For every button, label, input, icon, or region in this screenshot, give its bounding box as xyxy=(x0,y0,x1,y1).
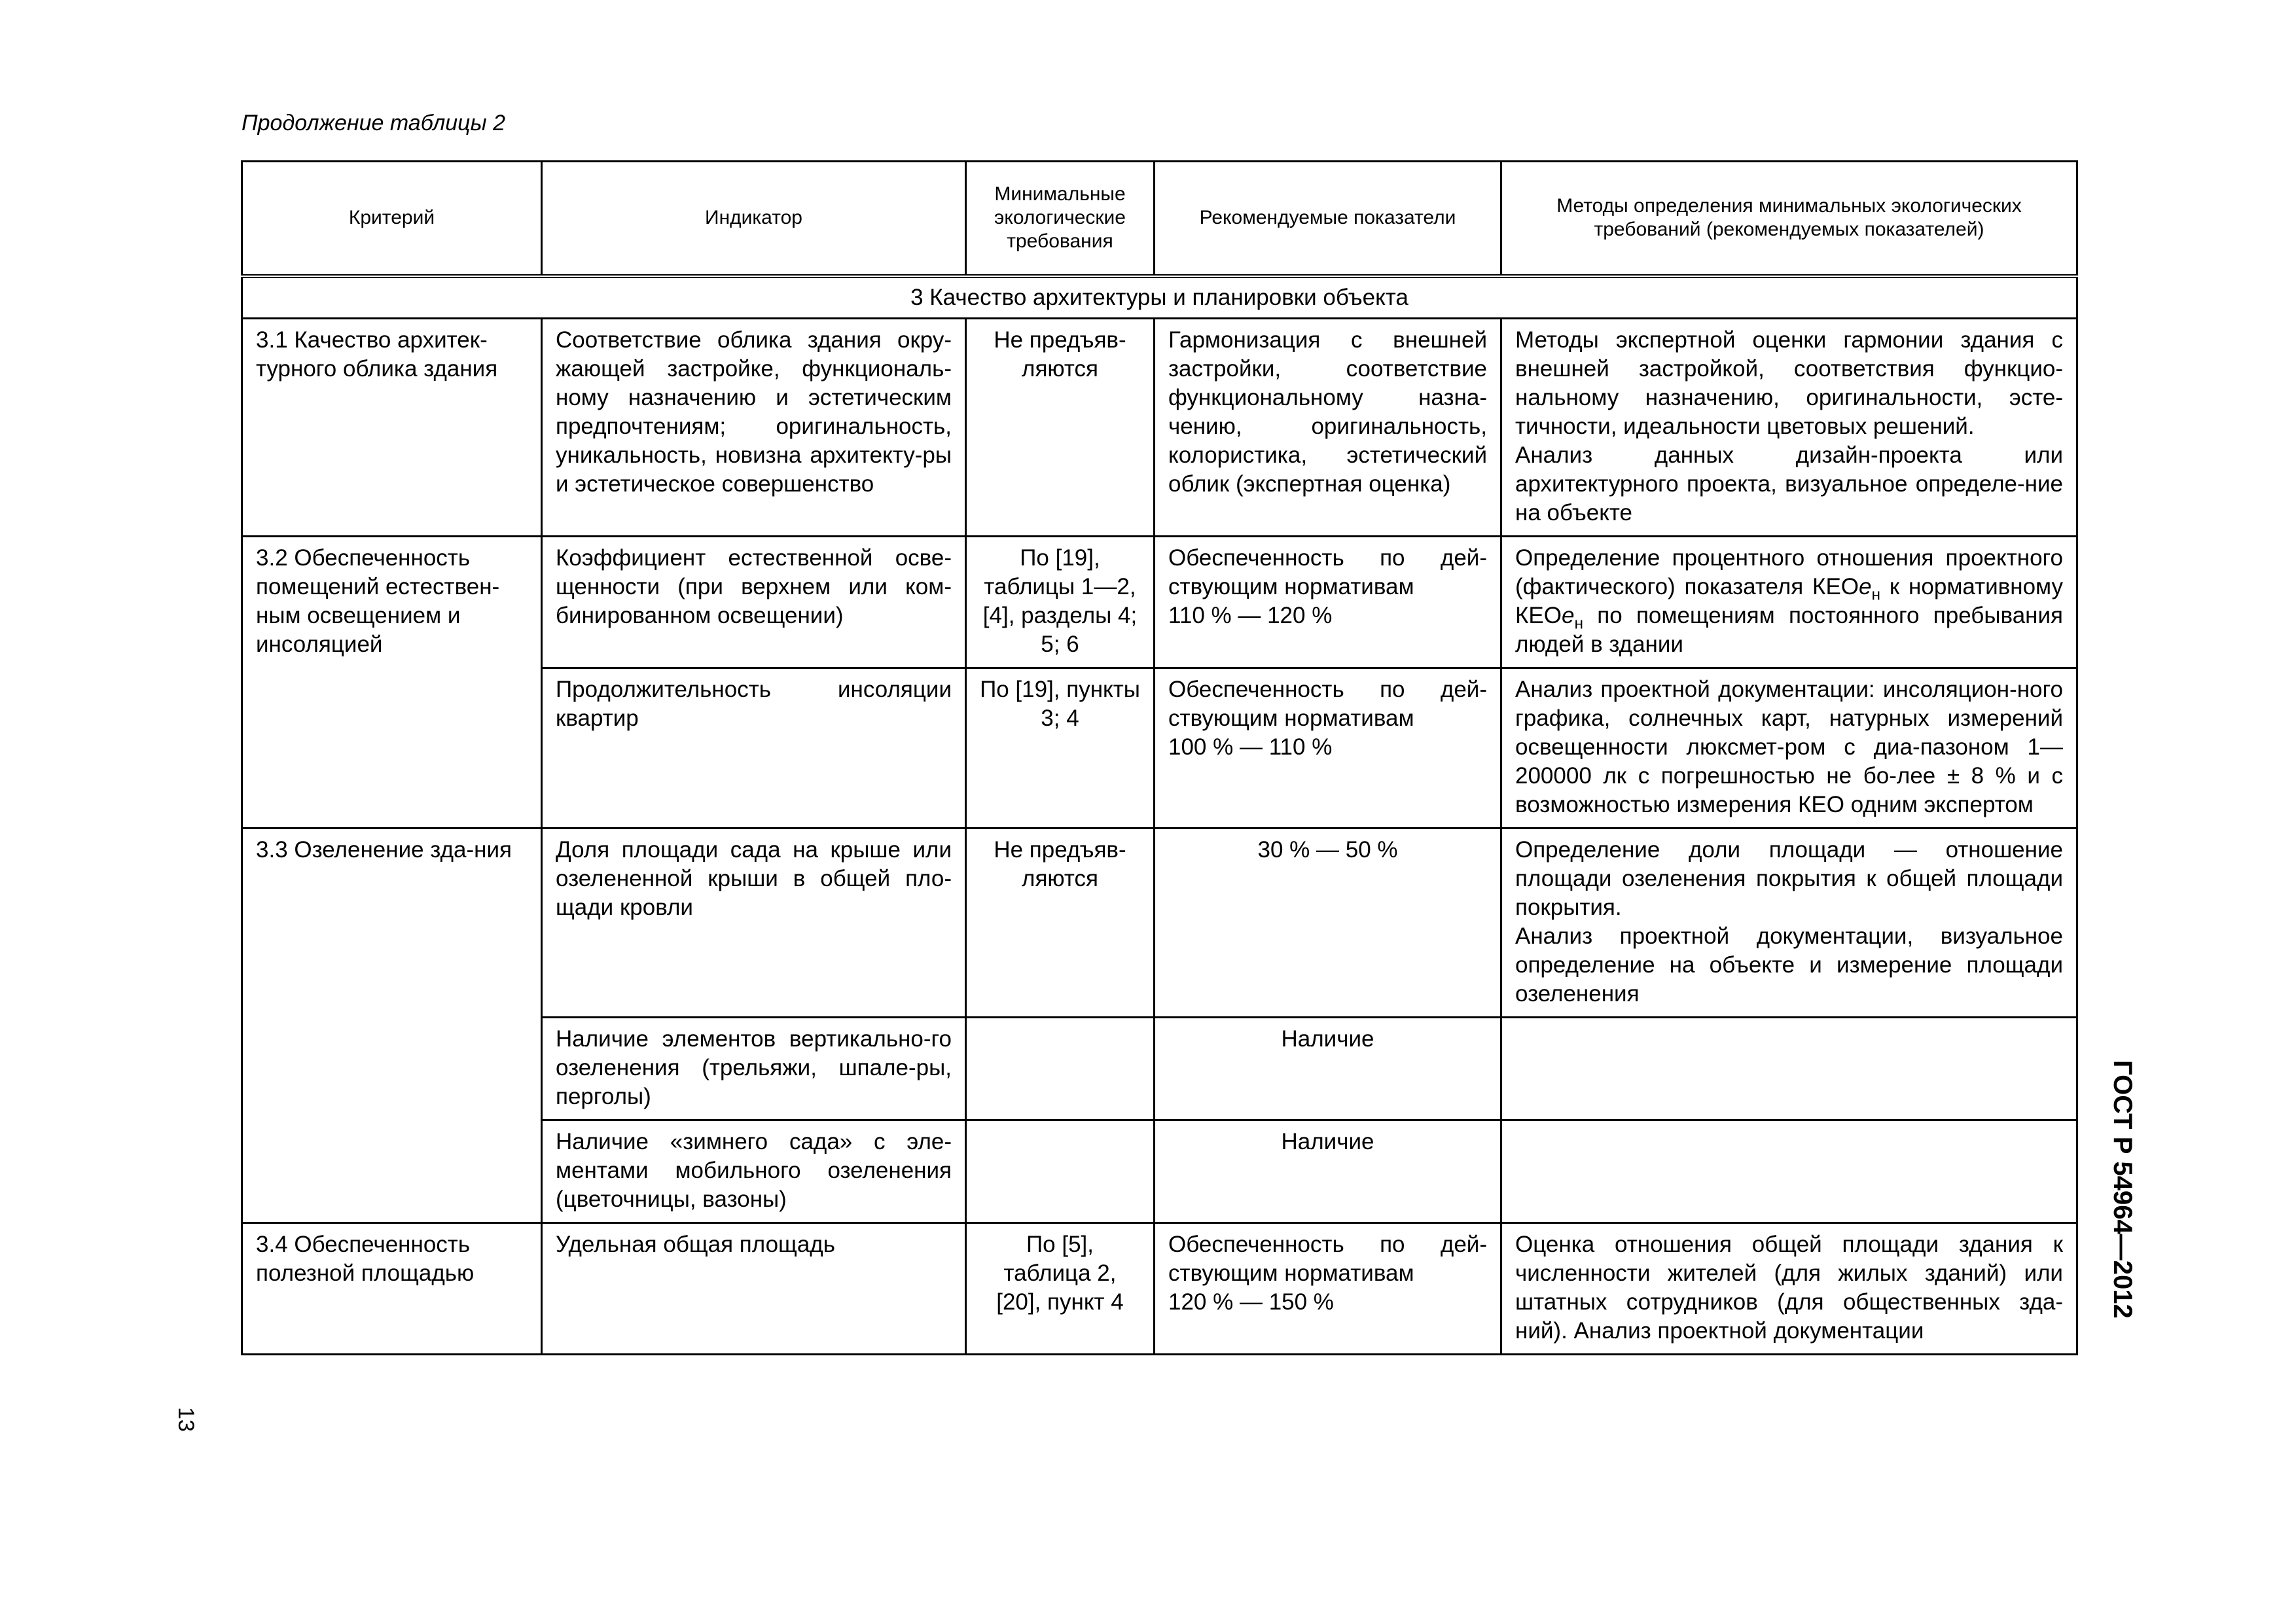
methods-symbol: е xyxy=(1561,602,1575,628)
page-number: 13 xyxy=(173,1407,198,1432)
indicator-cell: Продолжительность инсоляции квартир xyxy=(542,668,966,828)
methods-text: Определение процентного отношения проектного (фактического) показателя КЕО xyxy=(1515,544,2063,599)
min-requirements-cell: По [19], таблицы 1—2, [4], разделы 4; 5; 6 xyxy=(966,536,1155,668)
methods-cell xyxy=(1501,536,2077,668)
table-row xyxy=(242,828,2077,1017)
methods-cell xyxy=(1501,1120,2077,1222)
min-requirements-cell xyxy=(966,1120,1155,1222)
methods-symbol: е xyxy=(1859,573,1872,599)
indicator-cell: Удельная общая площадь xyxy=(542,1222,966,1354)
header-min-requirements: Минимальные экологические требования xyxy=(966,162,1155,276)
methods-subscript: н xyxy=(1574,615,1583,633)
header-indicator: Индикатор xyxy=(542,162,966,276)
recommended-text: Обеспеченность по дей-ствующим нормативам xyxy=(1168,1231,1487,1286)
recommended-text: Обеспеченность по дей-ствующим нормативам xyxy=(1168,676,1487,731)
recommended-text: Обеспеченность по дей-ствующим нормативам xyxy=(1168,544,1487,599)
min-requirements-cell xyxy=(966,1017,1155,1120)
methods-cell xyxy=(1501,828,2077,1017)
recommended-cell: Наличие xyxy=(1155,1017,1501,1120)
methods-subscript: н xyxy=(1871,586,1881,604)
table-row xyxy=(242,1222,2077,1354)
indicator-cell: Наличие элементов вертикально-го озеленения (трельяжи, шпале-ры, перголы) xyxy=(542,1017,966,1120)
methods-text: к нормативному КЕО xyxy=(1515,573,2063,628)
criteria-table xyxy=(241,160,2078,1355)
recommended-cell: Гармонизация с внешней застройки, соответствие функциональному назна-чению, оригинальность, колористика, эстетический облик (экспертная оценка) xyxy=(1155,318,1501,536)
recommended-range: 120 % — 150 % xyxy=(1168,1289,1334,1315)
criterion-cell: 3.4 Обеспеченность полезной площадью xyxy=(242,1222,542,1354)
recommended-cell: 30 % — 50 % xyxy=(1155,828,1501,1017)
recommended-range: 100 % — 110 % xyxy=(1168,734,1333,760)
methods-text: по помещениям постоянного пребывания людей в здании xyxy=(1515,602,2063,657)
section-row xyxy=(242,276,2077,319)
table-header-row xyxy=(242,162,2077,276)
methods-paragraph: Анализ проектной документации, визуальное определение на объекте и измерение площади озеленения xyxy=(1515,923,2063,1007)
methods-cell: Оценка отношения общей площади здания к численности жителей (для жилых зданий) или штатных сотрудников (для общественных зда-ний). Анализ проектной документации xyxy=(1501,1222,2077,1354)
indicator-cell: Доля площади сада на крыше или озелененной крыши в общей пло-щади кровли xyxy=(542,828,966,1017)
criterion-cell: 3.1 Качество архитек-турного облика здания xyxy=(242,318,542,536)
header-methods: Методы определения минимальных экологических требований (рекомендуемых показателей) xyxy=(1501,162,2077,276)
min-requirements-cell: Не предъяв-ляются xyxy=(966,828,1155,1017)
recommended-cell xyxy=(1155,1222,1501,1354)
methods-paragraph: Методы экспертной оценки гармонии здания с внешней застройкой, соответствия функцио-нальному назначению, оригинальности, эсте-тичности, идеальности цветовых решений. xyxy=(1515,327,2063,439)
criterion-cell: 3.2 Обеспеченность помещений естествен-ным освещением и инсоляцией xyxy=(242,536,542,828)
indicator-cell: Наличие «зимнего сада» с эле-ментами мобильного озеленения (цветочницы, вазоны) xyxy=(542,1120,966,1222)
table-row xyxy=(242,318,2077,536)
recommended-cell: Наличие xyxy=(1155,1120,1501,1222)
min-requirements-cell: По [5], таблица 2, [20], пункт 4 xyxy=(966,1222,1155,1354)
methods-cell xyxy=(1501,318,2077,536)
indicator-cell: Соответствие облика здания окру-жающей застройке, функциональ-ному назначению и эстетическим предпочтениям; оригинальность, уникальность, новизна архитекту-ры и эстетическое совершенство xyxy=(542,318,966,536)
indicator-cell: Коэффициент естественной осве-щенности (при верхнем или ком-бинированном освещении) xyxy=(542,536,966,668)
methods-paragraph: Анализ данных дизайн-проекта или архитектурного проекта, визуальное определе-ние на объекте xyxy=(1515,442,2063,526)
methods-cell: Анализ проектной документации: инсоляцион-ного графика, солнечных карт, натурных измерений освещенности люксмет-ром с диа-пазоном 1—200000 лк с погрешностью не бо-лее ± 8 % и с возможностью измерения КЕО одним экспертом xyxy=(1501,668,2077,828)
standard-code: ГОСТ Р 54964—2012 xyxy=(2108,1060,2137,1319)
table-row xyxy=(242,536,2077,668)
header-criterion: Критерий xyxy=(242,162,542,276)
criterion-cell: 3.3 Озеленение зда-ния xyxy=(242,828,542,1222)
min-requirements-cell: По [19], пункты 3; 4 xyxy=(966,668,1155,828)
min-requirements-cell: Не предъяв-ляются xyxy=(966,318,1155,536)
recommended-cell xyxy=(1155,668,1501,828)
header-recommended: Рекомендуемые показатели xyxy=(1155,162,1501,276)
table-caption: Продолжение таблицы 2 xyxy=(242,111,505,135)
methods-paragraph: Определение доли площади — отношение площади озеленения покрытия к общей площади покрытия. xyxy=(1515,836,2063,920)
recommended-range: 110 % — 120 % xyxy=(1168,602,1333,628)
recommended-cell xyxy=(1155,536,1501,668)
methods-cell xyxy=(1501,1017,2077,1120)
section-title: 3 Качество архитектуры и планировки объекта xyxy=(242,276,2077,319)
